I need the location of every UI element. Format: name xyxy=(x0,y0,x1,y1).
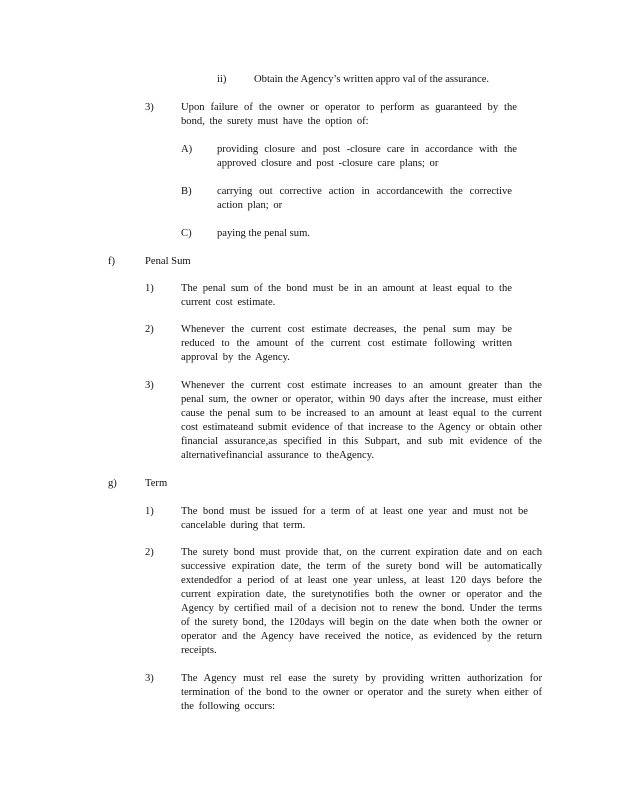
paragraph-g2-label: 2) xyxy=(145,547,154,558)
option-c-text: paying the penal sum. xyxy=(217,228,310,239)
paragraph-f3-text: Whenever the current cost estimate increases to an amount greater than the penal sum, the owner or operator, within 90 days after the increase, must either cause the penal sum to be increased to an amount at least equal to the current cost estimateand submit evidence of that increase to the Agency or obtain other financial assurance,as specified in this Subpart, and sub mit evidence of the alternativefinancial assurance to theAgency. xyxy=(181,380,542,461)
paragraph-g3-text: The Agency must rel ease the surety by providing written authorization for termination of the bond to the owner or operator and the surety when either of the following occurs: xyxy=(181,673,542,712)
paragraph-f2-text: Whenever the current cost estimate decreases, the penal sum may be reduced to the amount of the current cost estimate following written approval by the Agency. xyxy=(181,324,512,363)
section-f-title: Penal Sum xyxy=(145,256,191,267)
option-b-label: B) xyxy=(181,186,192,197)
paragraph-e3-label: 3) xyxy=(145,102,154,113)
paragraph-f3-label: 3) xyxy=(145,380,154,391)
paragraph-e3-text: Upon failure of the owner or operator to perform as guaranteed by the bond, the surety must have the option of: xyxy=(181,102,517,127)
paragraph-g1-label: 1) xyxy=(145,506,154,517)
paragraph-g2-text: The surety bond must provide that, on the current expiration date and on each successive expiration date, the term of the surety bond will be automatically extendedfor a period of at least one year unless, at least 120 days before the current expiration date, the suretynotifies both the owner or operator and the Agency by certified mail of a decision not to renew the bond. Under the terms of the surety bond, the 120days will begin on the date when both the owner or operator and the Agency have received the notice, as evidenced by the return receipts. xyxy=(181,547,542,656)
section-g-title: Term xyxy=(145,478,168,489)
option-b-text: carrying out corrective action in accordancewith the corrective action plan; or xyxy=(217,186,512,211)
subitem-ii-text: Obtain the Agency’s written appro val of the assurance. xyxy=(254,74,490,85)
paragraph-f2-label: 2) xyxy=(145,324,154,335)
option-a-text: providing closure and post -closure care in accordance with the approved closure and post -closure care plans; or xyxy=(217,144,517,169)
paragraph-f1-text: The penal sum of the bond must be in an amount at least equal to the current cost estimate. xyxy=(181,283,512,308)
paragraph-g1-text: The bond must be issued for a term of at least one year and must not be cancelable during that term. xyxy=(181,506,528,531)
option-c-label: C) xyxy=(181,228,192,239)
paragraph-g3-label: 3) xyxy=(145,673,154,684)
paragraph-f1-label: 1) xyxy=(145,283,154,294)
option-a-label: A) xyxy=(181,144,193,155)
section-g-label: g) xyxy=(108,478,117,489)
section-f-label: f) xyxy=(108,256,116,267)
subitem-ii-label: ii) xyxy=(217,74,227,85)
